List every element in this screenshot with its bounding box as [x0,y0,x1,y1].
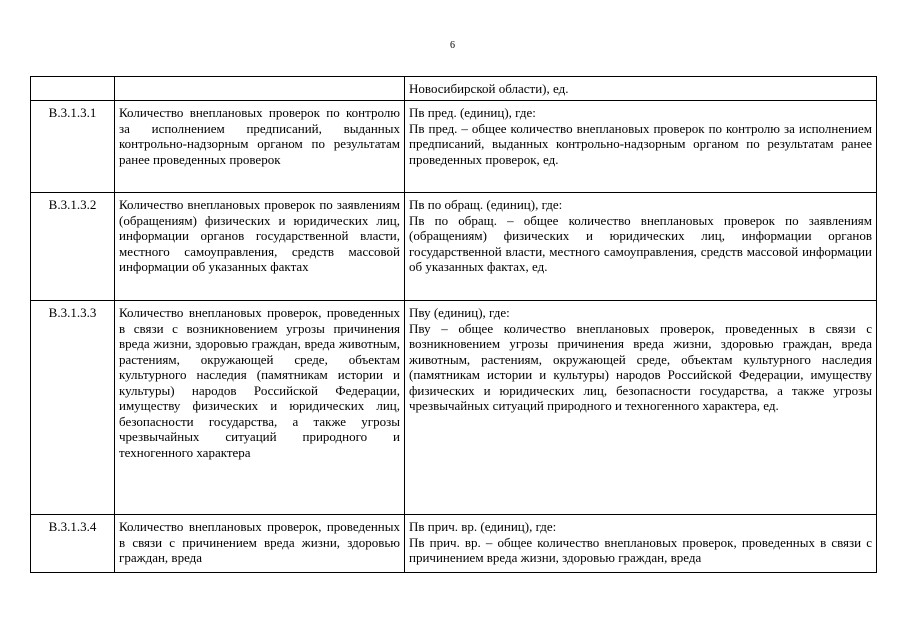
table-row [31,301,877,515]
row-formula [405,77,877,101]
row-indicator-name: Количество внеплановых проверок по заявлениям (обращениям) физических и юридических лиц, информации органов государственной власти, местного самоуправления, средств массовой информации об указанных фактах [115,193,405,301]
formula-description: Пв по обращ. – общее количество внеплановых проверок по заявлениям (обращениям) физических и юридических лиц, информации органов государственной власти, местного самоуправления, средств массовой информации об указанных фактах, ед. [409,212,872,274]
formula-title: Пв пред. (единиц), где: [409,105,536,120]
row-code: B.3.1.3.2 [31,193,115,301]
formula-title: Пв по обращ. (единиц), где: [409,197,563,212]
formula-description: Новосибирской области), ед. [409,81,569,96]
row-formula [405,101,877,193]
formula-title: Пву (единиц), где: [409,305,510,320]
row-indicator-name [115,77,405,101]
table-row [31,77,877,101]
page-number: 6 [450,40,455,51]
row-code: B.3.1.3.3 [31,301,115,515]
row-indicator-name: Количество внеплановых проверок, проведенных в связи с причинением вреда жизни, здоровью граждан, вреда [115,515,405,573]
formula-title: Пв прич. вр. (единиц), где: [409,519,557,534]
table-row [31,193,877,301]
row-indicator-name: Количество внеплановых проверок по контролю за исполнением предписаний, выданных контрольно-надзорным органом по результатам ранее проведенных проверок [115,101,405,193]
formula-description: Пв пред. – общее количество внеплановых проверок по контролю за исполнением предписаний, выданных контрольно-надзорным органом по результатам ранее проведенных проверок, ед. [409,120,872,167]
row-code [31,77,115,101]
indicator-table [30,76,877,573]
row-code: B.3.1.3.4 [31,515,115,573]
row-formula [405,193,877,301]
row-indicator-name: Количество внеплановых проверок, проведенных в связи с возникновением угрозы причинения вреда жизни, здоровью граждан, вреда животным, растениям, окружающей среде, объектам культурного наследия (памятникам истории и культуры) народов Российской Федерации, имуществу физических и юридических лиц, безопасности государства, а также угрозы чрезвычайных ситуаций природного и техногенного характера [115,301,405,515]
table-row [31,101,877,193]
formula-description: Пву – общее количество внеплановых проверок, проведенных в связи с возникновением угрозы причинения вреда жизни, здоровью граждан, вреда животным, растениям, окружающей среде, объектам культурного наследия (памятникам истории и культуры) народов Российской Федерации, имуществу физических и юридических лиц, безопасности государства, а также угрозы чрезвычайных ситуаций природного и техногенного характера, ед. [409,320,872,413]
formula-description: Пв прич. вр. – общее количество внеплановых проверок, проведенных в связи с причинением вреда жизни, здоровью граждан, вреда [409,534,872,565]
row-formula [405,515,877,573]
table-row [31,515,877,573]
row-code: B.3.1.3.1 [31,101,115,193]
row-formula [405,301,877,515]
